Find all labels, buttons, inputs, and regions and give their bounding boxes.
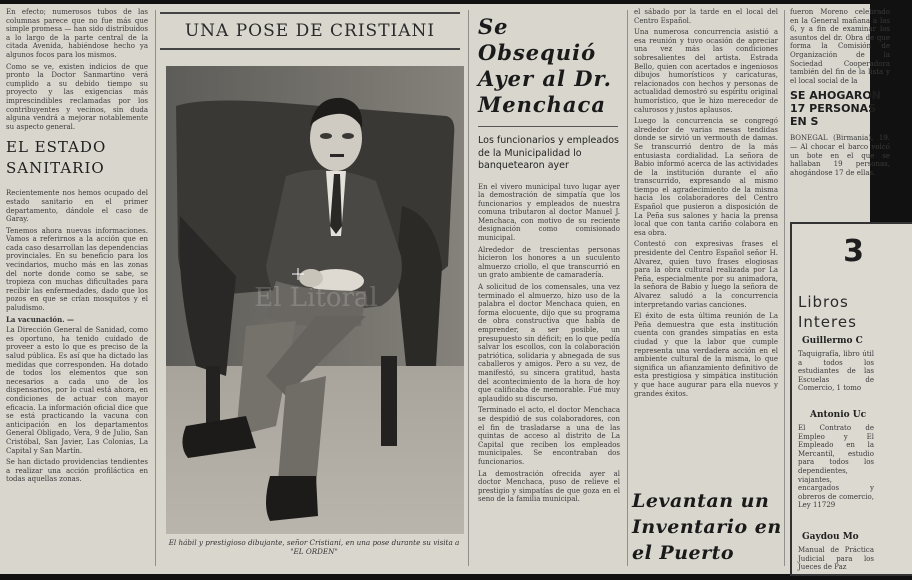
col1-paragraph-1: Recientemente nos hemos ocupado del estado sanitario en el primer departamento, dándole el caso de Garay. xyxy=(6,189,148,224)
column-rule xyxy=(784,10,785,566)
col3-paragraph-4: Terminado el acto, el doctor Menchaca se despidió de sus colaboradores, con el fin de trasladarse a una de las quintas de acceso al distrito de La Capital que reciben los empleados municipales. Se encontraban dos funcionarios. xyxy=(478,406,620,466)
column-2 xyxy=(158,4,466,574)
column-rule xyxy=(627,10,628,566)
col1-paragraph-4: Se han dictado providencias tendientes a realizar una acción profiláctica en todas aquellas zonas. xyxy=(6,458,148,484)
col1-paragraph-3: La Dirección General de Sanidad, como es oportuno, ha tenido cuidado de proveer a esto lo que es preciso de la salud pública. Es así que ha dictado las medidas que corresponden. Ha dotado de todos los elementos que son necesarios a cada uno de los dispensarios, por lo cual está ahora, en condiciones de actuar con mayor eficacia. La información oficial dice que se está practicando la vacuna con anticipación en los departamentos General Obligado, Vera, 9 de Julio, San Cristóbal, San Javier, Las Colonias, La Capital y San Martín. xyxy=(6,326,148,455)
ad-author-1: Guillermo C xyxy=(802,336,863,346)
newspaper-page xyxy=(0,4,890,574)
portrait-illustration xyxy=(166,66,464,534)
col5-headline: SE AHOGARON 17 PERSONAS EN S xyxy=(790,89,881,129)
col4-paragraph-3: Contestó con expresivas frases el presidente del Centro Español señor H. Alvarez, quien tuvo frases elogiosas para la obra cultural realizada por La Peña, especialmente por su animadora, la señora de Babio y luego la señora de Alvarez saludó a la concurrencia interpretando varias canciones. xyxy=(634,240,778,309)
col3-paragraph-5: La demostración ofrecida ayer al doctor Menchaca, puso de relieve el prestigio y simpatías de que goza en el seno de la familia municipal. xyxy=(478,469,620,504)
col5-paragraph-2: BONEGAL (Birmania), 19. — Al chocar el barco volcó un bote en el que se hallaban 19 personas, ahogándose 17 de ellas. xyxy=(790,134,890,177)
col4-paragraph-4: El éxito de esta última reunión de La Peña demuestra que esta institución cuenta con grandes simpatías en esta ciudad y que la labor que cumple representa una verdadera acción en el ambiente cultural de la misma, lo que significa un afianzamiento definitivo de esta prestigiosa y simpática institución y que hace augurar para ella nuevos y grandes éxitos. xyxy=(634,312,778,398)
photo-watermark: El Litoral xyxy=(254,283,378,313)
col3-paragraph-1: En el vivero municipal tuvo lugar ayer la demostración de simpatía que los funcionarios y empleados de nuestra comuna tributaron al doctor Manuel J. Menchaca, con motivo de su reciente designación como comisionado municipal. xyxy=(478,182,620,243)
ad-text-3: Manual de Práctica Judicial para los Jueces de Paz xyxy=(798,546,874,572)
column-rule xyxy=(155,10,156,566)
ad-title: Libros Interes xyxy=(798,293,857,331)
col2-headline: UNA POSE DE CRISTIANI xyxy=(184,21,436,41)
col1-top-text: En efecto; numerosos tubos de las columnas parece que no fue más que simple promesa — han sido distribuidos a lo largo de la parte central de la citada Avenida, habiéndose hecho ya algunos focos para los mismos. xyxy=(6,8,148,59)
book-ad-box xyxy=(790,222,912,576)
col3-subhead: Los funcionarios y empleados de la Municipalidad lo banquetearon ayer xyxy=(478,135,620,171)
column-4 xyxy=(629,4,783,574)
column-rule xyxy=(468,10,469,566)
col4-paragraph-0: el sábado por la tarde en el local del Centro Español. xyxy=(634,8,778,25)
photo-caption: El hábil y prestigioso dibujante, señor Cristiani, en una pose durante su visita a "EL ORDEN" xyxy=(168,538,460,556)
col4-paragraph-2: Luego la concurrencia se congregó alrededor de varias mesas tendidas donde se sirvió un vermouth de damas. Se transcurrió dentro de la más entusiasta cordialidad. La señora de Babio informó acerca de las actividades de la institución durante el año transcurrido, expresando al mismo tiempo el agradecimiento de la misma hacia los colaboradores del Centro Español que pusieron a disposición de La Peña sus salones y hacia la prensa local que con tanta cariño colabora en esa obra. xyxy=(634,117,778,237)
ad-number: 3 xyxy=(843,234,864,269)
col1-subhead: La vacunación. — xyxy=(6,314,75,324)
column-3 xyxy=(470,4,626,574)
col3-paragraph-2: Alrededor de trescientas personas hicieron los honores a un suculento almuerzo criollo, el que transcurrió en un grato ambiente de camaradería. xyxy=(478,245,620,280)
ad-author-3: Gaydou Mo xyxy=(802,532,859,542)
ad-text-1: Taquigrafía, libro útil a todos los estudiantes de las Escuelas de Comercio, 1 tomo xyxy=(798,350,874,393)
col4-paragraph-1: Una numerosa concurrencia asistió a esa reunión y tuvo ocasión de apreciar una vez más las condiciones sobresalientes del artista. Estrada Bello, quien con acertados e ingeniosos dibujos humorísticos y caricaturas, relacionados con hechos y personas de actualidad demostró su espíritu original humorístico, que le hizo merecedor de calurosos y justos aplausos. xyxy=(634,28,778,114)
col3-headline: Se Obsequió Ayer al Dr. Menchaca xyxy=(478,14,612,117)
col1-paragraph-2: Tenemos ahora nuevas informaciones. Vamos a referirnos a la acción que en cada caso desarrollan las dependencias provinciales. En su beneficio para los vecindarios, mucho más en las zonas del norte donde como se sabe, se tropieza con muchas dificultades para recibir las enfermedades, dado que los pozos en que se crían mosquitos y el paludismo. xyxy=(6,226,148,313)
col5-paragraph-1: fueron Moreno celebrado en la General mañana a las 6, y a fin de examinar los asuntos del dr. Obra de que forma la Comisión de Organización de la Sociedad Cooperadora también del fin de la lista y el local social de la xyxy=(790,8,890,85)
column-1 xyxy=(2,4,152,574)
col4-headline: Levantan un Inventario en el Puerto xyxy=(632,490,782,564)
col3-paragraph-3: A solicitud de los comensales, una vez terminado el almuerzo, hizo uso de la palabra el doctor Menchaca quien, en forma elocuente, dijo que su programa de obra constructiva que había de emprender, a ser posible, un presupuesto sin déficit; en lo que pedía salvar los escollos, con la colaboración patriótica, solidaria y abnegada de sus caballeros y amigos. Pero a su vez, de manifestó, su sincera gratitud, hasta del acontecimiento de la hora de hoy que calificaba de memorable. Fué muy aplaudido su discurso. xyxy=(478,283,620,403)
col1-top-text-2: Como se ve, existen indicios de que pronto la Doctor Sanmartino verá cumplido a su debido tiempo su proyecto y las exigencias más imprescindibles reclamadas por los contribuyentes y vecinos, sin duda alguna vendrá a mejorar notablemente su aspecto general. xyxy=(6,62,148,131)
portrait-photo xyxy=(166,66,464,534)
ad-author-2: Antonio Uc xyxy=(810,410,867,420)
ad-text-2: El Contrato de Empleo y El Empleado en la Mercantil, estudio para todos los dependientes, viajantes, encargados y obreros de comercio, Ley 11729 xyxy=(798,424,874,510)
col1-headline: EL ESTADO SANITARIO xyxy=(6,138,107,178)
column-5 xyxy=(786,4,890,574)
photo-headline-box xyxy=(160,12,460,50)
